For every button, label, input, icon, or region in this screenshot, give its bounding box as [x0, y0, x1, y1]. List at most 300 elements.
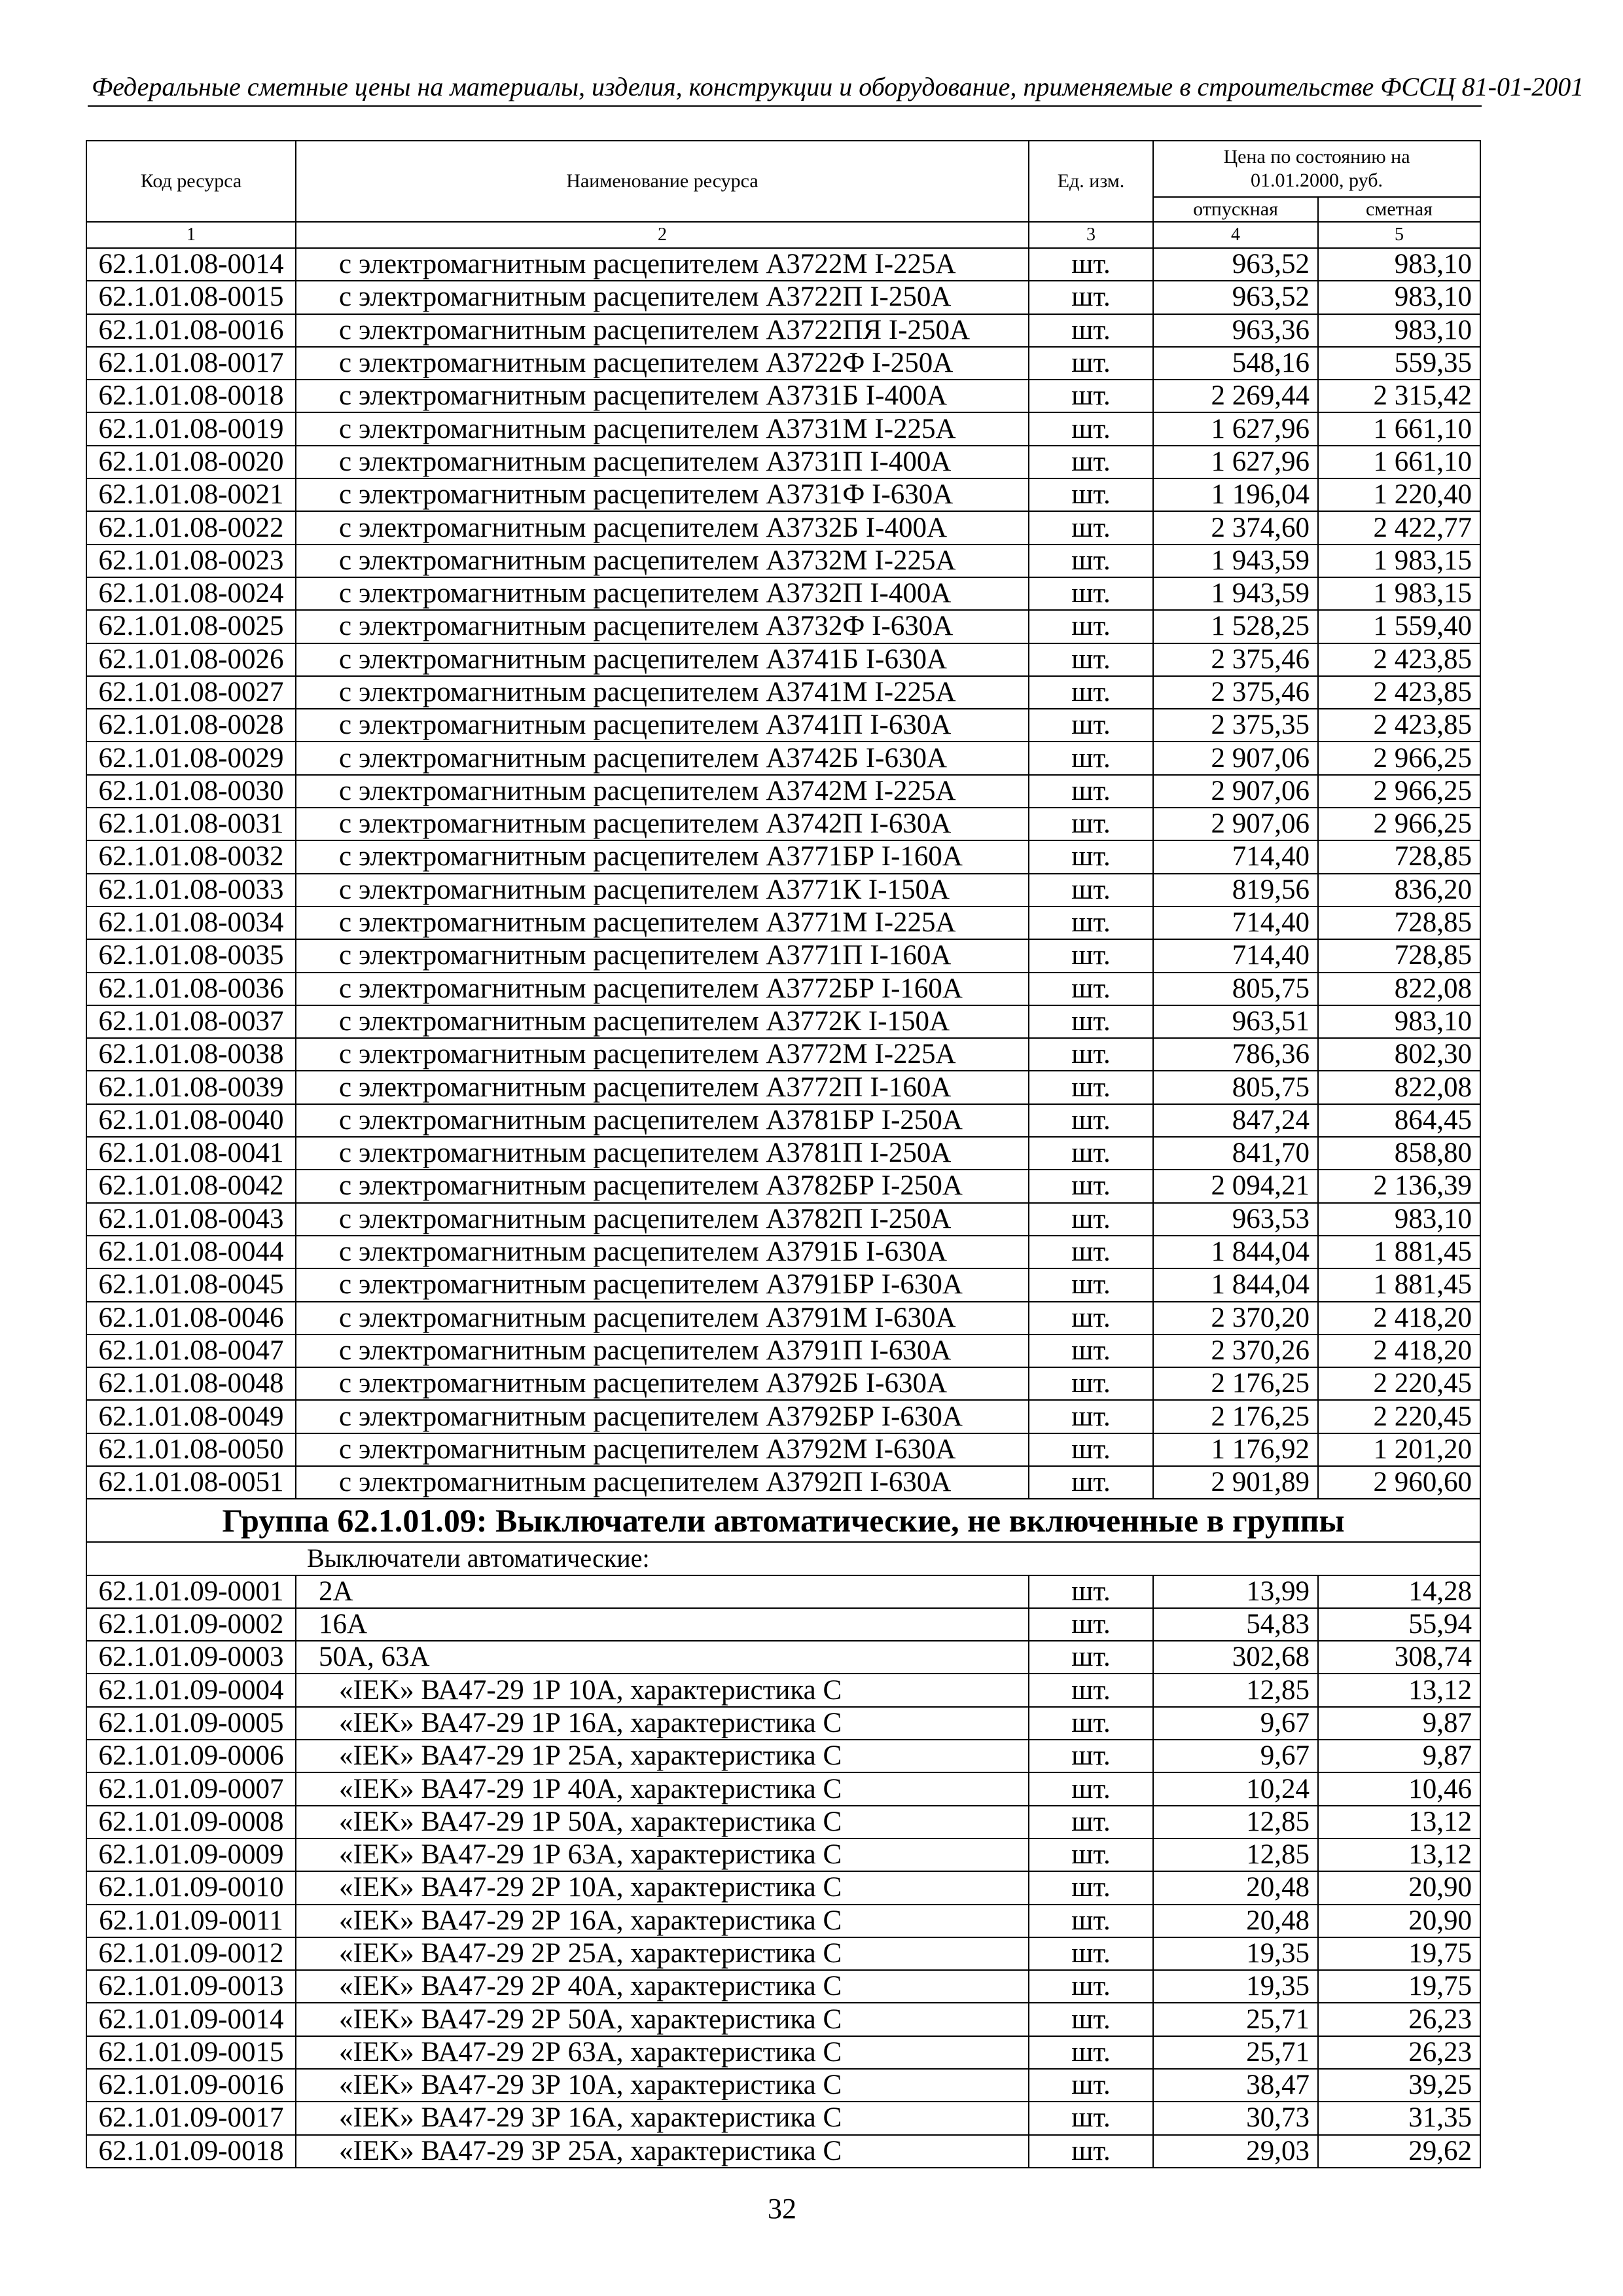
code-cell: 62.1.01.08-0047 [86, 1335, 296, 1367]
code-cell: 62.1.01.09-0012 [86, 1937, 296, 1970]
unit-cell: шт. [1029, 511, 1153, 544]
group-title: Группа 62.1.01.09: Выключатели автоматические, не включенные в группы [86, 1499, 1480, 1542]
table-row [86, 2135, 1480, 2168]
table-row [86, 1038, 1480, 1071]
header-row [86, 141, 1480, 197]
header-price [1153, 141, 1480, 197]
code-cell: 62.1.01.08-0045 [86, 1268, 296, 1301]
release-price-cell: 819,56 [1153, 874, 1318, 906]
name-cell: «IEK» ВА47-29 1Р 50А, характеристика С [296, 1806, 1029, 1839]
unit-cell: шт. [1029, 1268, 1153, 1301]
code-cell: 62.1.01.08-0039 [86, 1071, 296, 1103]
unit-cell: шт. [1029, 840, 1153, 873]
release-price-cell: 10,24 [1153, 1772, 1318, 1805]
table-row [86, 906, 1480, 939]
name-cell: «IEK» ВА47-29 3Р 10А, характеристика С [296, 2069, 1029, 2102]
estimate-price-cell: 31,35 [1318, 2102, 1480, 2134]
code-cell: 62.1.01.08-0027 [86, 676, 296, 709]
unit-cell: шт. [1029, 1400, 1153, 1433]
release-price-cell: 54,83 [1153, 1608, 1318, 1641]
name-cell: с электромагнитным расцепителем А3782П I-250А [296, 1203, 1029, 1236]
table-row [86, 1268, 1480, 1301]
unit-cell: шт. [1029, 1740, 1153, 1772]
release-price-cell: 25,71 [1153, 2003, 1318, 2036]
header-estimate-price: сметная [1318, 197, 1480, 222]
name-cell: с электромагнитным расцепителем А3771К I-150А [296, 874, 1029, 906]
estimate-price-cell: 2 220,45 [1318, 1400, 1480, 1433]
table-row [86, 1772, 1480, 1805]
name-cell: «IEK» ВА47-29 1Р 63А, характеристика С [296, 1839, 1029, 1871]
name-cell: 16А [296, 1608, 1029, 1641]
table-row [86, 1740, 1480, 1772]
release-price-cell: 2 907,06 [1153, 775, 1318, 808]
header-name: Наименование ресурса [296, 141, 1029, 222]
estimate-price-cell: 802,30 [1318, 1038, 1480, 1071]
release-price-cell: 714,40 [1153, 840, 1318, 873]
code-cell: 62.1.01.08-0036 [86, 973, 296, 1005]
unit-cell: шт. [1029, 1367, 1153, 1400]
table-row [86, 1806, 1480, 1839]
code-cell: 62.1.01.08-0050 [86, 1433, 296, 1466]
unit-cell: шт. [1029, 577, 1153, 610]
name-cell: с электромагнитным расцепителем А3742Б I-630А [296, 742, 1029, 774]
table-row [86, 808, 1480, 840]
name-cell: с электромагнитным расцепителем А3792БР I-630А [296, 1400, 1029, 1433]
code-cell: 62.1.01.08-0030 [86, 775, 296, 808]
name-cell: с электромагнитным расцепителем А3781БР I-250А [296, 1104, 1029, 1137]
estimate-price-cell: 26,23 [1318, 2036, 1480, 2069]
release-price-cell: 9,67 [1153, 1707, 1318, 1740]
group-09-rows [86, 1575, 1480, 2168]
code-cell: 62.1.01.08-0022 [86, 511, 296, 544]
name-cell: с электромагнитным расцепителем А3722М I-225А [296, 248, 1029, 281]
name-cell: с электромагнитным расцепителем А3782БР I-250А [296, 1170, 1029, 1202]
code-cell: 62.1.01.09-0007 [86, 1772, 296, 1805]
name-cell: с электромагнитным расцепителем А3732П I-400А [296, 577, 1029, 610]
release-price-cell: 841,70 [1153, 1137, 1318, 1170]
release-price-cell: 963,51 [1153, 1005, 1318, 1038]
unit-cell: шт. [1029, 1575, 1153, 1608]
estimate-price-cell: 983,10 [1318, 314, 1480, 347]
name-cell: с электромагнитным расцепителем А3722ПЯ I-250А [296, 314, 1029, 347]
estimate-price-cell: 2 966,25 [1318, 775, 1480, 808]
name-cell: с электромагнитным расцепителем А3791П I-630А [296, 1335, 1029, 1367]
code-cell: 62.1.01.09-0009 [86, 1839, 296, 1871]
release-price-cell: 2 269,44 [1153, 380, 1318, 412]
release-price-cell: 805,75 [1153, 1071, 1318, 1103]
name-cell: с электромагнитным расцепителем А3791БР I-630А [296, 1268, 1029, 1301]
release-price-cell: 1 176,92 [1153, 1433, 1318, 1466]
table-row [86, 1707, 1480, 1740]
estimate-price-cell: 13,12 [1318, 1839, 1480, 1871]
estimate-price-cell: 728,85 [1318, 906, 1480, 939]
unit-cell: шт. [1029, 1137, 1153, 1170]
unit-cell: шт. [1029, 248, 1153, 281]
release-price-cell: 548,16 [1153, 347, 1318, 380]
table-row [86, 610, 1480, 643]
release-price-cell: 963,53 [1153, 1203, 1318, 1236]
code-cell: 62.1.01.08-0037 [86, 1005, 296, 1038]
estimate-price-cell: 864,45 [1318, 1104, 1480, 1137]
release-price-cell: 2 907,06 [1153, 808, 1318, 840]
code-cell: 62.1.01.08-0021 [86, 478, 296, 511]
group-08-rows [86, 248, 1480, 1499]
unit-cell: шт. [1029, 1236, 1153, 1268]
table-row [86, 412, 1480, 445]
code-cell: 62.1.01.08-0049 [86, 1400, 296, 1433]
header-code: Код ресурса [86, 141, 296, 222]
estimate-price-cell: 55,94 [1318, 1608, 1480, 1641]
name-cell: с электромагнитным расцепителем А3771БР I-160А [296, 840, 1029, 873]
code-cell: 62.1.01.08-0017 [86, 347, 296, 380]
group-09-heading [86, 1499, 1480, 1575]
release-price-cell: 1 844,04 [1153, 1236, 1318, 1268]
estimate-price-cell: 2 966,25 [1318, 742, 1480, 774]
unit-cell: шт. [1029, 1970, 1153, 2003]
estimate-price-cell: 983,10 [1318, 248, 1480, 281]
code-cell: 62.1.01.09-0013 [86, 1970, 296, 2003]
unit-cell: шт. [1029, 2135, 1153, 2168]
table-row [86, 1005, 1480, 1038]
estimate-price-cell: 19,75 [1318, 1937, 1480, 1970]
unit-cell: шт. [1029, 1170, 1153, 1202]
release-price-cell: 786,36 [1153, 1038, 1318, 1071]
code-cell: 62.1.01.08-0029 [86, 742, 296, 774]
release-price-cell: 963,52 [1153, 248, 1318, 281]
table-row [86, 1674, 1480, 1706]
table-row [86, 874, 1480, 906]
subheading-row [86, 1542, 1480, 1575]
unit-cell: шт. [1029, 1203, 1153, 1236]
table-row [86, 1104, 1480, 1137]
unit-cell: шт. [1029, 2003, 1153, 2036]
name-cell: с электромагнитным расцепителем А3791М I-630А [296, 1302, 1029, 1335]
estimate-price-cell: 1 559,40 [1318, 610, 1480, 643]
column-number: 5 [1318, 222, 1480, 248]
name-cell: с электромагнитным расцепителем А3742М I-225А [296, 775, 1029, 808]
table-row [86, 1433, 1480, 1466]
name-cell: с электромагнитным расцепителем А3792М I-630А [296, 1433, 1029, 1466]
code-cell: 62.1.01.09-0003 [86, 1641, 296, 1674]
unit-cell: шт. [1029, 2102, 1153, 2134]
code-cell: 62.1.01.09-0006 [86, 1740, 296, 1772]
release-price-cell: 1 627,96 [1153, 412, 1318, 445]
release-price-cell: 20,48 [1153, 1905, 1318, 1937]
unit-cell: шт. [1029, 412, 1153, 445]
table-row [86, 545, 1480, 577]
release-price-cell: 1 627,96 [1153, 446, 1318, 478]
name-cell: «IEK» ВА47-29 2Р 40А, характеристика С [296, 1970, 1029, 2003]
code-cell: 62.1.01.08-0033 [86, 874, 296, 906]
table-row [86, 1236, 1480, 1268]
unit-cell: шт. [1029, 709, 1153, 742]
release-price-cell: 2 907,06 [1153, 742, 1318, 774]
unit-cell: шт. [1029, 281, 1153, 314]
name-cell: с электромагнитным расцепителем А3772БР I-160А [296, 973, 1029, 1005]
unit-cell: шт. [1029, 314, 1153, 347]
estimate-price-cell: 9,87 [1318, 1740, 1480, 1772]
table-row [86, 2069, 1480, 2102]
name-cell: «IEK» ВА47-29 1Р 25А, характеристика С [296, 1740, 1029, 1772]
table-row [86, 1071, 1480, 1103]
release-price-cell: 2 901,89 [1153, 1466, 1318, 1499]
table-row [86, 248, 1480, 281]
name-cell: с электромагнитным расцепителем А3771М I-225А [296, 906, 1029, 939]
code-cell: 62.1.01.09-0011 [86, 1905, 296, 1937]
name-cell: с электромагнитным расцепителем А3772М I-225А [296, 1038, 1029, 1071]
table-row [86, 2036, 1480, 2069]
name-cell: с электромагнитным расцепителем А3732Ф I-630А [296, 610, 1029, 643]
unit-cell: шт. [1029, 742, 1153, 774]
table-row [86, 1871, 1480, 1904]
name-cell: с электромагнитным расцепителем А3741М I-225А [296, 676, 1029, 709]
estimate-price-cell: 1 220,40 [1318, 478, 1480, 511]
code-cell: 62.1.01.08-0040 [86, 1104, 296, 1137]
release-price-cell: 1 196,04 [1153, 478, 1318, 511]
table-row [86, 1137, 1480, 1170]
unit-cell: шт. [1029, 676, 1153, 709]
table-row [86, 2102, 1480, 2134]
unit-cell: шт. [1029, 2036, 1153, 2069]
table-row [86, 478, 1480, 511]
release-price-cell: 1 943,59 [1153, 545, 1318, 577]
estimate-price-cell: 983,10 [1318, 1005, 1480, 1038]
column-number: 4 [1153, 222, 1318, 248]
estimate-price-cell: 20,90 [1318, 1871, 1480, 1904]
estimate-price-cell: 1 881,45 [1318, 1236, 1480, 1268]
unit-cell: шт. [1029, 380, 1153, 412]
table-row [86, 643, 1480, 676]
unit-cell: шт. [1029, 1871, 1153, 1904]
estimate-price-cell: 1 881,45 [1318, 1268, 1480, 1301]
page-number: 32 [768, 2193, 796, 2225]
code-cell: 62.1.01.08-0034 [86, 906, 296, 939]
estimate-price-cell: 2 423,85 [1318, 709, 1480, 742]
code-cell: 62.1.01.08-0014 [86, 248, 296, 281]
group-subheading: Выключатели автоматические: [86, 1542, 1480, 1575]
name-cell: «IEK» ВА47-29 2Р 25А, характеристика С [296, 1937, 1029, 1970]
code-cell: 62.1.01.09-0014 [86, 2003, 296, 2036]
release-price-cell: 1 943,59 [1153, 577, 1318, 610]
release-price-cell: 9,67 [1153, 1740, 1318, 1772]
estimate-price-cell: 1 201,20 [1318, 1433, 1480, 1466]
unit-cell: шт. [1029, 874, 1153, 906]
unit-cell: шт. [1029, 775, 1153, 808]
name-cell: с электромагнитным расцепителем А3742П I-630А [296, 808, 1029, 840]
table-row [86, 676, 1480, 709]
table-row [86, 1203, 1480, 1236]
unit-cell: шт. [1029, 1772, 1153, 1805]
release-price-cell: 714,40 [1153, 939, 1318, 972]
unit-cell: шт. [1029, 347, 1153, 380]
name-cell: 50А, 63А [296, 1641, 1029, 1674]
unit-cell: шт. [1029, 1005, 1153, 1038]
table-row [86, 1608, 1480, 1641]
release-price-cell: 2 370,20 [1153, 1302, 1318, 1335]
column-number-row [86, 222, 1480, 248]
estimate-price-cell: 26,23 [1318, 2003, 1480, 2036]
release-price-cell: 38,47 [1153, 2069, 1318, 2102]
estimate-price-cell: 2 966,25 [1318, 808, 1480, 840]
name-cell: «IEK» ВА47-29 2Р 10А, характеристика С [296, 1871, 1029, 1904]
release-price-cell: 12,85 [1153, 1674, 1318, 1706]
estimate-price-cell: 858,80 [1318, 1137, 1480, 1170]
unit-cell: шт. [1029, 545, 1153, 577]
table-row [86, 314, 1480, 347]
unit-cell: шт. [1029, 808, 1153, 840]
table-row [86, 973, 1480, 1005]
code-cell: 62.1.01.09-0004 [86, 1674, 296, 1706]
release-price-cell: 2 370,26 [1153, 1335, 1318, 1367]
header-price-line1: Цена по состоянию на [1223, 146, 1410, 168]
code-cell: 62.1.01.08-0043 [86, 1203, 296, 1236]
unit-cell: шт. [1029, 1302, 1153, 1335]
table-row [86, 1466, 1480, 1499]
unit-cell: шт. [1029, 906, 1153, 939]
release-price-cell: 847,24 [1153, 1104, 1318, 1137]
estimate-price-cell: 822,08 [1318, 973, 1480, 1005]
code-cell: 62.1.01.08-0020 [86, 446, 296, 478]
release-price-cell: 714,40 [1153, 906, 1318, 939]
unit-cell: шт. [1029, 1466, 1153, 1499]
unit-cell: шт. [1029, 2069, 1153, 2102]
table-row [86, 1641, 1480, 1674]
code-cell: 62.1.01.08-0041 [86, 1137, 296, 1170]
code-cell: 62.1.01.08-0016 [86, 314, 296, 347]
name-cell: «IEK» ВА47-29 2Р 16А, характеристика С [296, 1905, 1029, 1937]
release-price-cell: 2 374,60 [1153, 511, 1318, 544]
estimate-price-cell: 836,20 [1318, 874, 1480, 906]
unit-cell: шт. [1029, 610, 1153, 643]
estimate-price-cell: 728,85 [1318, 939, 1480, 972]
name-cell: с электромагнитным расцепителем А3731Ф I-630А [296, 478, 1029, 511]
estimate-price-cell: 13,12 [1318, 1806, 1480, 1839]
code-cell: 62.1.01.09-0001 [86, 1575, 296, 1608]
estimate-price-cell: 983,10 [1318, 281, 1480, 314]
column-number: 2 [296, 222, 1029, 248]
code-cell: 62.1.01.08-0042 [86, 1170, 296, 1202]
table-row [86, 347, 1480, 380]
release-price-cell: 19,35 [1153, 1937, 1318, 1970]
name-cell: «IEK» ВА47-29 1Р 40А, характеристика С [296, 1772, 1029, 1805]
estimate-price-cell: 19,75 [1318, 1970, 1480, 2003]
estimate-price-cell: 9,87 [1318, 1707, 1480, 1740]
estimate-price-cell: 39,25 [1318, 2069, 1480, 2102]
name-cell: с электромагнитным расцепителем А3791Б I-630А [296, 1236, 1029, 1268]
unit-cell: шт. [1029, 1335, 1153, 1367]
unit-cell: шт. [1029, 1608, 1153, 1641]
name-cell: «IEK» ВА47-29 2Р 63А, характеристика С [296, 2036, 1029, 2069]
code-cell: 62.1.01.08-0023 [86, 545, 296, 577]
table-header [86, 141, 1480, 248]
estimate-price-cell: 2 136,39 [1318, 1170, 1480, 1202]
release-price-cell: 13,99 [1153, 1575, 1318, 1608]
unit-cell: шт. [1029, 1905, 1153, 1937]
table-row [86, 709, 1480, 742]
release-price-cell: 805,75 [1153, 973, 1318, 1005]
running-title: Федеральные сметные цены на материалы, изделия, конструкции и оборудование, применяемые в строительстве ФССЦ 81-01-2001 [92, 72, 1584, 101]
estimate-price-cell: 2 423,85 [1318, 643, 1480, 676]
code-cell: 62.1.01.08-0044 [86, 1236, 296, 1268]
estimate-price-cell: 822,08 [1318, 1071, 1480, 1103]
unit-cell: шт. [1029, 1104, 1153, 1137]
estimate-price-cell: 308,74 [1318, 1641, 1480, 1674]
name-cell: с электромагнитным расцепителем А3732М I-225А [296, 545, 1029, 577]
estimate-price-cell: 1 983,15 [1318, 577, 1480, 610]
estimate-price-cell: 20,90 [1318, 1905, 1480, 1937]
name-cell: «IEK» ВА47-29 1Р 10А, характеристика С [296, 1674, 1029, 1706]
estimate-price-cell: 1 661,10 [1318, 446, 1480, 478]
name-cell: «IEK» ВА47-29 3Р 16А, характеристика С [296, 2102, 1029, 2134]
unit-cell: шт. [1029, 1839, 1153, 1871]
release-price-cell: 1 528,25 [1153, 610, 1318, 643]
table-row [86, 1575, 1480, 1608]
name-cell: с электромагнитным расцепителем А3722Ф I-250А [296, 347, 1029, 380]
unit-cell: шт. [1029, 1806, 1153, 1839]
name-cell: 2А [296, 1575, 1029, 1608]
table-row [86, 1335, 1480, 1367]
release-price-cell: 19,35 [1153, 1970, 1318, 2003]
code-cell: 62.1.01.08-0028 [86, 709, 296, 742]
name-cell: «IEK» ВА47-29 2Р 50А, характеристика С [296, 2003, 1029, 2036]
table-row [86, 446, 1480, 478]
header-price-line2: 01.01.2000, руб. [1251, 170, 1383, 191]
code-cell: 62.1.01.09-0005 [86, 1707, 296, 1740]
column-number: 3 [1029, 222, 1153, 248]
table-row [86, 1170, 1480, 1202]
name-cell: с электромагнитным расцепителем А3732Б I-400А [296, 511, 1029, 544]
code-cell: 62.1.01.08-0015 [86, 281, 296, 314]
name-cell: с электромагнитным расцепителем А3771П I-160А [296, 939, 1029, 972]
table-row [86, 1367, 1480, 1400]
code-cell: 62.1.01.09-0002 [86, 1608, 296, 1641]
code-cell: 62.1.01.08-0038 [86, 1038, 296, 1071]
estimate-price-cell: 2 220,45 [1318, 1367, 1480, 1400]
release-price-cell: 1 844,04 [1153, 1268, 1318, 1301]
unit-cell: шт. [1029, 446, 1153, 478]
header-unit: Ед. изм. [1029, 141, 1153, 222]
release-price-cell: 2 375,46 [1153, 676, 1318, 709]
name-cell: с электромагнитным расцепителем А3722П I-250А [296, 281, 1029, 314]
name-cell: с электромагнитным расцепителем А3741П I-630А [296, 709, 1029, 742]
unit-cell: шт. [1029, 478, 1153, 511]
estimate-price-cell: 1 983,15 [1318, 545, 1480, 577]
price-table [86, 140, 1481, 2168]
header-release-price: отпускная [1153, 197, 1318, 222]
release-price-cell: 963,52 [1153, 281, 1318, 314]
code-cell: 62.1.01.08-0048 [86, 1367, 296, 1400]
table-row [86, 1905, 1480, 1937]
name-cell: «IEK» ВА47-29 3Р 25А, характеристика С [296, 2135, 1029, 2168]
name-cell: с электромагнитным расцепителем А3772К I-150А [296, 1005, 1029, 1038]
unit-cell: шт. [1029, 643, 1153, 676]
table-row [86, 1839, 1480, 1871]
estimate-price-cell: 2 960,60 [1318, 1466, 1480, 1499]
estimate-price-cell: 2 418,20 [1318, 1335, 1480, 1367]
release-price-cell: 963,36 [1153, 314, 1318, 347]
unit-cell: шт. [1029, 1071, 1153, 1103]
release-price-cell: 12,85 [1153, 1806, 1318, 1839]
code-cell: 62.1.01.09-0017 [86, 2102, 296, 2134]
name-cell: с электромагнитным расцепителем А3781П I-250А [296, 1137, 1029, 1170]
estimate-price-cell: 728,85 [1318, 840, 1480, 873]
unit-cell: шт. [1029, 973, 1153, 1005]
title-divider [88, 105, 1482, 107]
unit-cell: шт. [1029, 1641, 1153, 1674]
release-price-cell: 29,03 [1153, 2135, 1318, 2168]
unit-cell: шт. [1029, 1674, 1153, 1706]
release-price-cell: 2 375,35 [1153, 709, 1318, 742]
